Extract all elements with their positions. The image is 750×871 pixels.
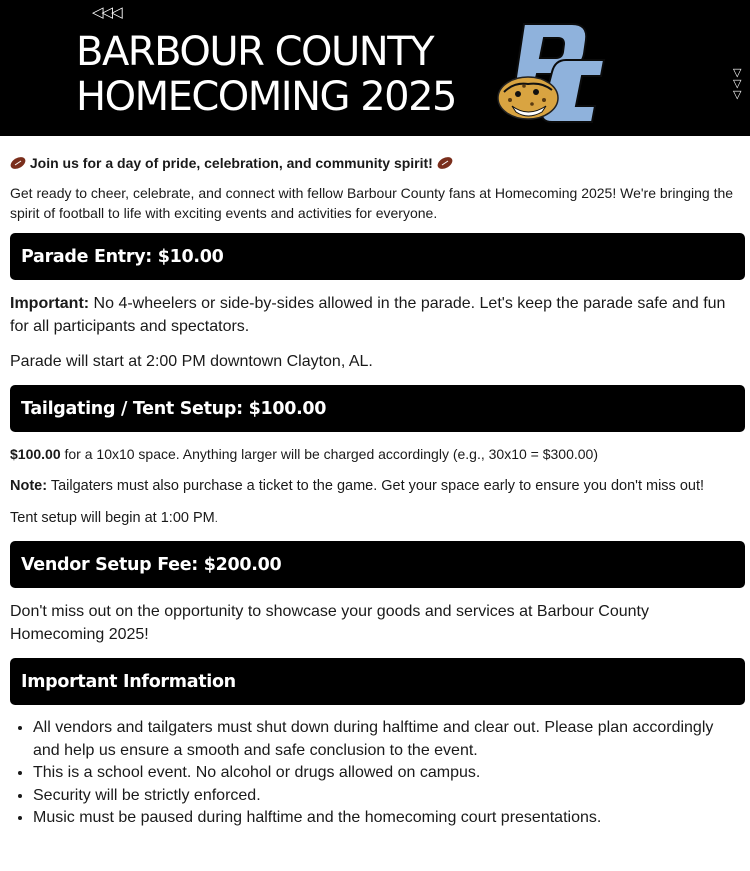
list-item: • All vendors and tailgaters must shut down during halftime and clear out. Please plan accordingly and help us ensure a smooth and safe conclusion to the event. (33, 717, 740, 762)
welcome-text: Join us for a day of pride, celebration, and community spirit! (29, 155, 433, 171)
list-item: • This is a school event. No alcohol or drugs allowed on campus. (33, 762, 740, 785)
main-content (10, 153, 740, 830)
header-banner (0, 0, 750, 136)
tailgating-price-text: for a 10x10 space. Anything larger will be charged accordingly (e.g., 30x10 = $300.00) (60, 446, 598, 462)
title-line-2: HOMECOMING 2025 (76, 74, 456, 120)
tailgating-price-label: $100.00 (10, 446, 61, 462)
welcome-line (10, 153, 740, 173)
tent-setup-text: Tent setup will begin at 1:00 PM (10, 510, 215, 526)
list-item: • Security will be strictly enforced. (33, 785, 740, 808)
intro-paragraph: Get ready to cheer, celebrate, and connect with fellow Barbour County fans at Homecoming 2025! We're bringing the spirit of football to life with exciting events and activities for everyone. (10, 185, 734, 221)
vendor-heading: Vendor Setup Fee: $200.00 (10, 541, 745, 588)
parade-heading: Parade Entry: $10.00 (10, 233, 745, 280)
title-line-1: BARBOUR COUNTY (76, 29, 434, 75)
tailgating-note (10, 476, 740, 496)
note-label: Note: (10, 478, 48, 494)
tent-setup-period: . (214, 513, 218, 525)
important-text: No 4-wheelers or side-by-sides allowed in the parade. Let's keep the parade safe and fun for all participants and spectators. (10, 295, 726, 335)
tailgating-heading: Tailgating / Tent Setup: $100.00 (10, 385, 745, 432)
bc-jaguar-logo (494, 20, 609, 128)
tailgating-price (10, 444, 740, 464)
collapse-arrows-text: ▽▽▽ (733, 67, 742, 101)
parade-important (10, 292, 740, 338)
important-info-list (10, 717, 740, 830)
note-text: Tailgaters must also purchase a ticket to the game. Get your space early to ensure you don't miss out! (47, 478, 705, 494)
back-arrows-icon[interactable]: ◁◁◁ (92, 4, 121, 21)
football-icon (10, 156, 26, 170)
collapse-arrows-icon[interactable] (733, 68, 745, 101)
football-icon (437, 156, 453, 170)
parade-start-time: Parade will start at 2:00 PM downtown Clayton, AL. (10, 353, 373, 370)
vendor-paragraph: Don't miss out on the opportunity to showcase your goods and services at Barbour County Homecoming 2025! (10, 603, 649, 643)
tent-setup-time (10, 508, 740, 529)
important-label: Important: (10, 295, 90, 312)
important-info-heading: Important Information (10, 658, 745, 705)
list-item: • Music must be paused during halftime and the homecoming court presentations. (33, 807, 740, 830)
page-title (76, 30, 456, 120)
